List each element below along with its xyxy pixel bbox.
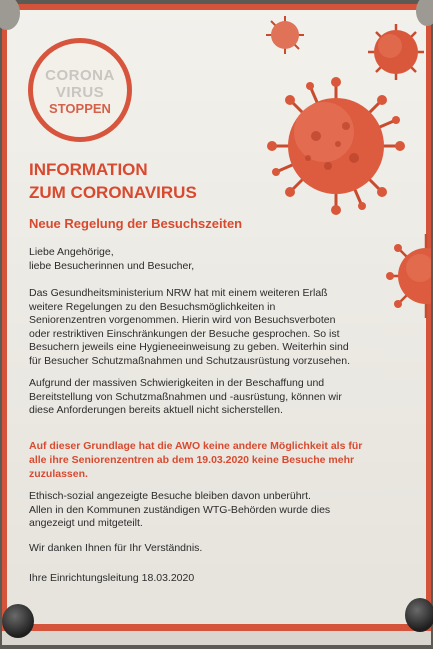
paragraph-line: Seniorenzentren vorgenommen. Hierin wird von Besuchsverboten xyxy=(29,314,336,326)
thanks-line: Wir danken Ihnen für Ihr Verständnis. xyxy=(29,542,203,554)
title-line-2: ZUM CORONAVIRUS xyxy=(29,183,197,202)
paragraph-line: diese Anforderungen bereits aktuell nicht sicherstellen. xyxy=(29,404,283,416)
signature-line: Ihre Einrichtungsleitung 18.03.2020 xyxy=(29,572,195,584)
highlight-line: zuzulassen. xyxy=(29,468,88,480)
logo-line-3: STOPPEN xyxy=(49,101,111,116)
logo-line-1: CORONA xyxy=(45,67,115,84)
corona-virus-stoppen-logo xyxy=(28,38,132,142)
poster-border-bottom xyxy=(2,624,431,631)
greeting-line: liebe Besucherinnen und Besucher, xyxy=(29,259,195,272)
paragraph-line: Das Gesundheitsministerium NRW hat mit einem weiteren Erlaß xyxy=(29,287,328,299)
paragraph-line: Bereitstellung von Schutzmaßnahmen und -ausrüstung, können wir xyxy=(29,390,342,403)
paragraph-line: Ethisch-sozial angezeigte Besuche bleiben davon unberührt. xyxy=(29,490,311,502)
poster-border-top xyxy=(2,4,431,10)
paragraph-2 xyxy=(29,377,404,418)
highlight-notice xyxy=(29,439,404,481)
paragraph-line: angezeigt und mitgeteilt. xyxy=(29,517,143,529)
paragraph-line: weitere Regelungen zu den Besuchsmöglichkeiten in xyxy=(29,300,276,313)
poster xyxy=(2,4,431,645)
paragraph-line: Besuchern jeweils eine Hygieneeinweisung zu geben. Weiterhin sind xyxy=(29,341,349,353)
paragraph-line: für Besucher Schutzmaßnahmen und Schutzausrüstung vorzusehen. xyxy=(29,354,351,367)
highlight-line: alle ihre Seniorenzentren ab dem 19.03.2020 keine Besuche mehr xyxy=(29,454,355,466)
greeting-line: Liebe Angehörige, xyxy=(29,246,114,258)
virus-illustration-large xyxy=(266,76,406,216)
paragraph-line: Allen in den Kommunen zuständigen WTG-Behörden wurde dies xyxy=(29,503,331,516)
virus-illustration-top xyxy=(264,14,306,56)
pin-left xyxy=(2,604,34,638)
paragraph-line: Aufgrund der massiven Schwierigkeiten in der Beschaffung und xyxy=(29,377,325,389)
paragraph-line: oder restriktiven Einschränkungen der Besuche gesprochen. So ist xyxy=(29,327,340,340)
paragraph-3 xyxy=(29,490,404,531)
paragraph-1 xyxy=(29,287,404,368)
subtitle: Neue Regelung der Besuchszeiten xyxy=(29,216,243,231)
logo-line-2: VIRUS xyxy=(55,84,105,101)
greeting xyxy=(29,246,404,273)
pin-right xyxy=(405,598,433,632)
poster-bottom-strip xyxy=(2,631,431,645)
virus-illustration-top-right xyxy=(358,22,428,82)
highlight-line: Auf dieser Grundlage hat die AWO keine andere Möglichkeit als für xyxy=(29,440,363,452)
title-line-1: INFORMATION xyxy=(29,160,148,179)
poster-border-left xyxy=(2,4,7,631)
